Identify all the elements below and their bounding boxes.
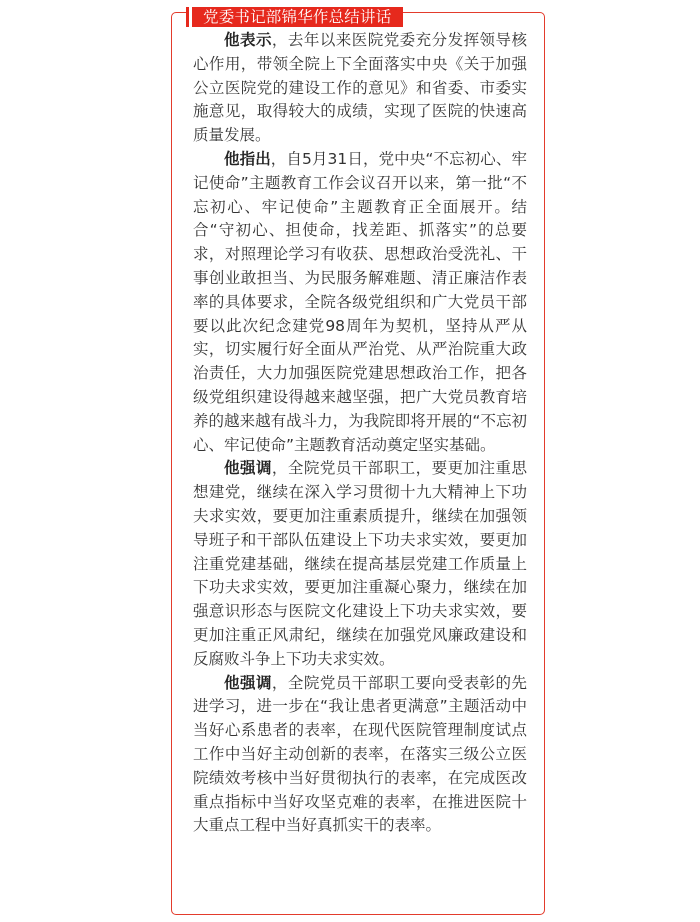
paragraph-1 xyxy=(193,29,527,148)
paragraph-4 xyxy=(193,672,527,839)
paragraph-lead: 他强调 xyxy=(224,459,272,478)
paragraph-lead: 他强调 xyxy=(224,673,272,692)
paragraph-text: ，全院党员干部职工要向受表彰的先进学习，进一步在“我让患者更满意”主题活动中当好心系患者的表率，在现代医院管理制度试点工作中当好主动创新的表率，在落实三级公立医院绩效考核中当好贯彻执行的表率，在完成医改重点指标中当好攻坚克难的表率，在推进医院十大重点工程中当好真抓实干的表率。 xyxy=(193,673,527,835)
section-title: 党委书记部锦华作总结讲话 xyxy=(189,7,403,27)
paragraph-lead: 他表示 xyxy=(224,31,272,49)
paragraph-lead: 他指出 xyxy=(224,149,271,168)
paragraph-text: ，全院党员干部职工，要更加注重思想建党，继续在深入学习贯彻十九大精神上下功夫求实效，要更加注重素质提升，继续在加强领导班子和干部队伍建设上下功夫求实效，要更加注重党建基础，继续在提高基层党建工作质量上下功夫求实效，要更加注重凝心聚力，继续在加强意识形态与医院文化建设上下功夫求实效，要更加注重正风肃纪，继续在加强党风廉政建设和反腐败斗争上下功夫求实效。 xyxy=(193,459,527,668)
article-body xyxy=(193,29,527,838)
paragraph-3 xyxy=(193,457,527,671)
paragraph-text: ，去年以来医院党委充分发挥领导核心作用，带领全院上下全面落实中央《关于加强公立医院党的建设工作的意见》和省委、市委实施意见，取得较大的成绩，实现了医院的快速高质量发展。 xyxy=(193,31,527,145)
paragraph-text: ，自5月31日，党中央“不忘初心、牢记使命”主题教育工作会议召开以来，第一批“不忘初心、牢记使命”主题教育正全面展开。结合“守初心、担使命，找差距、抓落实”的总要求，对照理论学习有收获、思想政治受洗礼、干事创业敢担当、为民服务解难题、清正廉洁作表率的具体要求，全院各级党组织和广大党员干部要以此次纪念建党98周年为契机，坚持从严从实，切实履行好全面从严治党、从严治院重大政治责任，大力加强医院党建思想政治工作，把各级党组织建设得越来越坚强，把广大党员教育培养的越来越有战斗力，为我院即将开展的“不忘初心、牢记使命”主题教育活动奠定坚实基础。 xyxy=(193,149,527,454)
paragraph-2 xyxy=(193,148,527,457)
